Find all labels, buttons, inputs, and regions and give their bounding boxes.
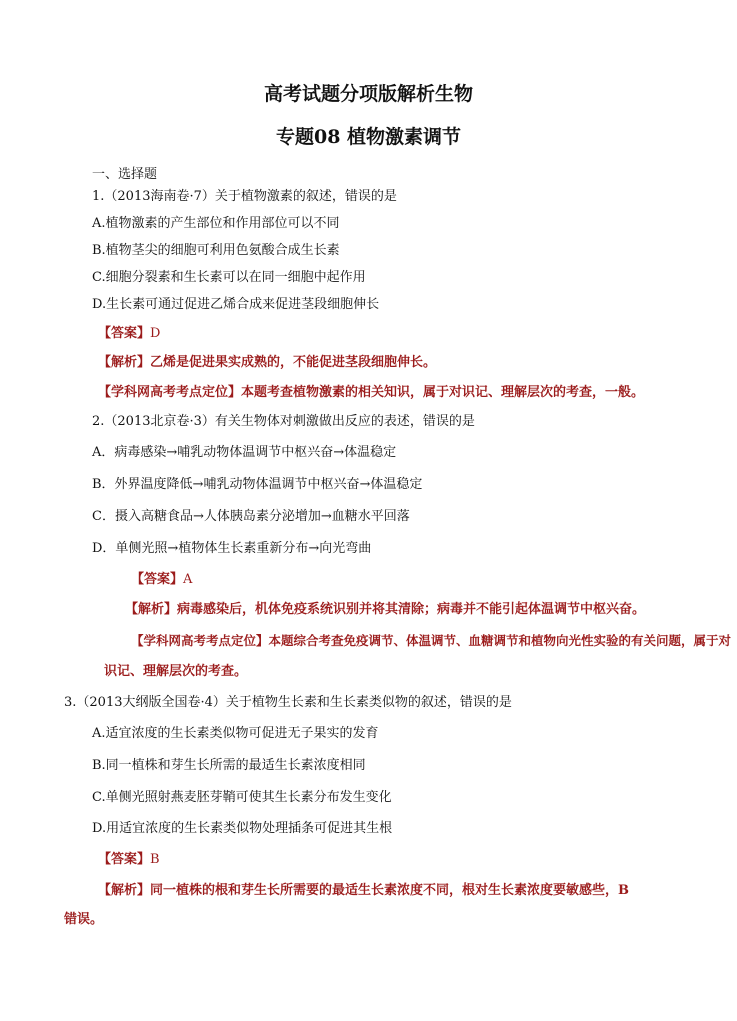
q2-analysis-tag: 【解析】 xyxy=(125,602,178,617)
q3-option-b: B.同一植株和芽生长所需的最适生长素浓度相同 xyxy=(92,758,366,773)
q1-answer-value: D xyxy=(150,326,161,341)
q2-answer-tag: 【答案】 xyxy=(131,572,184,587)
q1-position-text: 本题考查植物激素的相关知识，属于对识记、理解层次的考查，一般。 xyxy=(241,385,645,400)
q3-option-a: A.适宜浓度的生长素类似物可促进无子果实的发育 xyxy=(92,726,379,741)
q2-option-b: B．外界温度降低→哺乳动物体温调节中枢兴奋→体温稳定 xyxy=(92,477,423,492)
q1-analysis-tag: 【解析】 xyxy=(98,355,151,370)
q1-position-tag: 【学科网高考考点定位】 xyxy=(98,385,242,400)
q3-analysis-text: 同一植株的根和芽生长所需要的最适生长素浓度不同，根对生长素浓度要敏感些，B xyxy=(150,883,630,898)
q1-stem: 1.（2013海南卷·7）关于植物激素的叙述，错误的是 xyxy=(92,189,397,204)
q1-option-c: C.细胞分裂素和生长素可以在同一细胞中起作用 xyxy=(92,270,366,285)
document-title: 高考试题分项版解析生物 xyxy=(263,83,473,105)
q2-option-d: D．单侧光照→植物体生长素重新分布→向光弯曲 xyxy=(92,541,372,556)
q3-answer-tag: 【答案】 xyxy=(98,852,151,867)
q3-analysis-continued: 错误。 xyxy=(64,912,104,927)
q2-position-text: 本题综合考查免疫调节、体温调节、血糖调节和植物向光性实验的有关问题，属于对 xyxy=(268,633,732,648)
q1-answer xyxy=(98,325,160,343)
q3-stem: 3.（2013大纲版全国卷·4）关于植物生长素和生长素类似物的叙述，错误的是 xyxy=(64,695,512,710)
q2-answer-value: A xyxy=(183,572,193,587)
q2-stem: 2.（2013北京卷·3）有关生物体对刺激做出反应的表述，错误的是 xyxy=(92,414,475,429)
q1-option-b: B.植物茎尖的细胞可利用色氨酸合成生长素 xyxy=(92,243,340,258)
q1-option-d: D.生长素可通过促进乙烯合成来促进茎段细胞伸长 xyxy=(92,297,380,312)
q3-option-c: C.单侧光照射燕麦胚芽鞘可使其生长素分布发生变化 xyxy=(92,790,392,805)
q1-analysis-text: 乙烯是促进果实成熟的，不能促进茎段细胞伸长。 xyxy=(150,355,437,370)
q3-option-d: D.用适宜浓度的生长素类似物处理插条可促进其生根 xyxy=(92,821,393,836)
q2-position xyxy=(131,632,731,650)
q3-analysis-tag: 【解析】 xyxy=(98,883,151,898)
q2-analysis-text: 病毒感染后，机体免疫系统识别并将其清除；病毒并不能引起体温调节中枢兴奋。 xyxy=(177,602,646,617)
q1-answer-tag: 【答案】 xyxy=(98,326,151,341)
q1-option-a: A.植物激素的产生部位和作用部位可以不同 xyxy=(92,216,340,231)
section-heading: 一、选择题 xyxy=(92,167,158,182)
q2-option-a: A．病毒感染→哺乳动物体温调节中枢兴奋→体温稳定 xyxy=(92,445,397,460)
document-subtitle: 专题08 植物激素调节 xyxy=(275,126,462,148)
q3-analysis xyxy=(98,882,629,900)
q2-option-c: C．摄入高糖食品→人体胰岛素分泌增加→血糖水平回落 xyxy=(92,509,410,524)
q2-answer xyxy=(131,571,192,589)
q3-answer-value: B xyxy=(150,852,160,867)
q2-position-tag: 【学科网高考考点定位】 xyxy=(131,633,269,648)
q2-position-continued: 识记、理解层次的考查。 xyxy=(104,664,248,679)
q1-position xyxy=(98,384,644,402)
q2-analysis xyxy=(125,601,645,619)
q3-answer xyxy=(98,851,160,869)
q1-analysis xyxy=(98,354,436,372)
